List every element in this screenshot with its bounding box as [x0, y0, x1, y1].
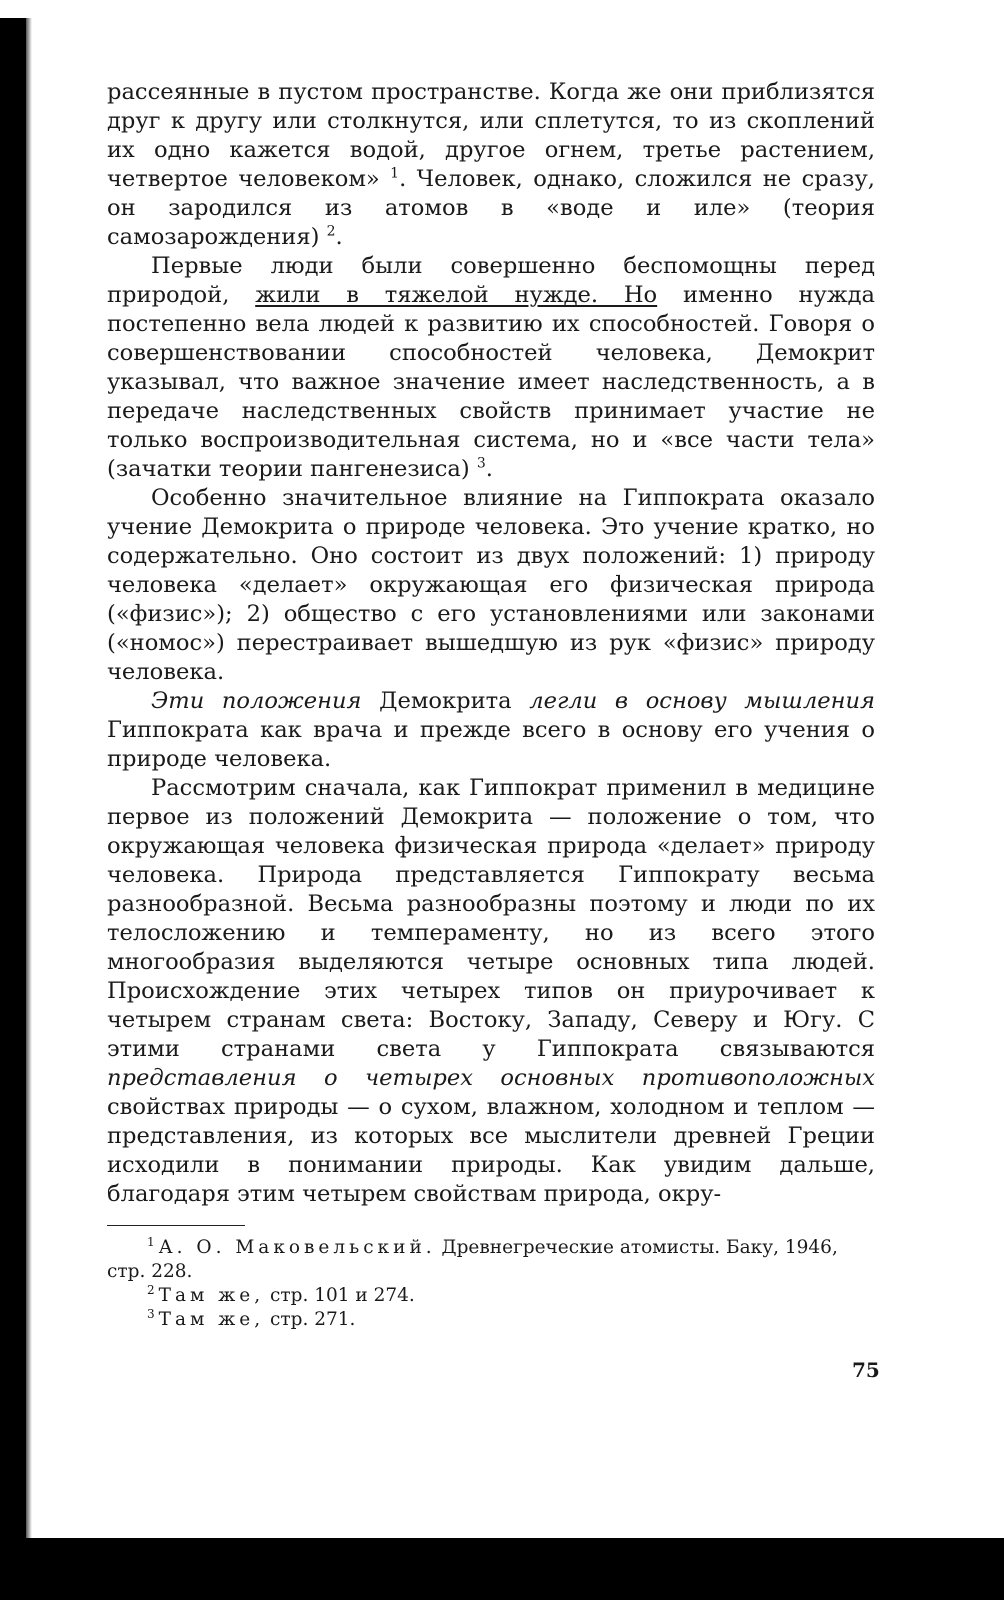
paragraph-1-end: . — [335, 224, 343, 250]
paragraph-2-text-b: именно нужда постепенно вела людей к развитию их способностей. Говоря о совершенствовании способностей человека, Демокрит указывал, что важное значение имеет наследственность, а в передаче наследственных свойств принимает участие не только воспроизводительная система, но и «все части тела» (зачатки теории пангенезиса) — [107, 282, 875, 482]
footnote-1-mark: 1 — [147, 1234, 155, 1249]
paragraph-5-text-b: свойствах природы — о сухом, влажном, холодном и теплом — представления, из которых все мыслители древней Греции исходили в понимании природы. Как увидим дальше, благодаря этим четырем свойствам природа, окру- — [107, 1094, 875, 1207]
paragraph-4 — [107, 687, 875, 774]
page-number: 75 — [852, 1358, 880, 1382]
footnote-2 — [107, 1284, 875, 1308]
book-page — [107, 78, 875, 1332]
paragraph-1-text-b: . Человек, однако, сложился не сразу, он зародился из атомов в «воде и иле» (теория самозарождения) — [107, 166, 875, 250]
paragraph-4-text: Демокрита — [361, 688, 530, 714]
paragraph-4-text-b: Гиппократа как врача и прежде всего в основу его учения о природе человека. — [107, 717, 875, 772]
paragraph-2 — [107, 252, 875, 484]
footnote-divider — [107, 1225, 245, 1226]
footnote-2-mark: 2 — [147, 1282, 155, 1297]
footnote-3-text: стр. 271. — [264, 1309, 356, 1330]
scan-left-shadow — [26, 18, 32, 1538]
paragraph-2-end: . — [485, 456, 493, 482]
paragraph-1-text: рассеянные в пустом пространстве. Когда же они приблизятся друг к другу или столкнутся, или сплетутся, то из скоплений их одно кажется водой, другое огнем, третье растением, четвертое человеком» — [107, 79, 875, 192]
paragraph-1 — [107, 78, 875, 252]
footnote-3-mark: 3 — [147, 1306, 155, 1321]
footnote-1-text: Древнегреческие атомисты. Баку, 1946, стр. 228. — [107, 1237, 838, 1282]
paragraph-5-text: Рассмотрим сначала, как Гиппократ применил в медицине первое из положений Демокрита — положение о том, что окружающая человека физическая природа «делает» природу человека. Природа представляется Гиппократу весьма разнообразной. Весьма разнообразны поэтому и люди по их телосложению и темпераменту, но из всего этого многообразия выделяются четыре основных типа людей. Происхождение этих четырех типов он приурочивает к четырем странам света: Востоку, Западу, Северу и Югу. С этими странами света у Гиппократа связываются — [107, 775, 875, 1062]
paragraph-5-italic: представления о четырех основных противоположных — [107, 1065, 875, 1091]
footnote-3 — [107, 1308, 875, 1332]
footnote-3-author: Там же, — [158, 1309, 265, 1330]
footnote-1 — [107, 1236, 875, 1284]
scan-bottom-edge — [0, 1538, 1004, 1600]
paragraph-4-italic: Эти положения — [151, 688, 362, 714]
handwritten-underline: жили в тяжелой нужде. Но — [255, 282, 658, 308]
footnote-ref-2: 2 — [326, 223, 336, 240]
footnote-ref-3: 3 — [476, 455, 486, 472]
footnote-2-text: стр. 101 и 274. — [264, 1285, 415, 1306]
paragraph-4-italic-2: легли в основу мышления — [529, 688, 875, 714]
footnote-ref-1: 1 — [390, 165, 400, 182]
body-text — [107, 78, 875, 1209]
footnote-1-author: А. О. Маковельский. — [158, 1237, 436, 1258]
footnotes — [107, 1236, 875, 1332]
scan-left-edge — [0, 18, 26, 1538]
footnote-2-author: Там же, — [158, 1285, 265, 1306]
paragraph-3: Особенно значительное влияние на Гиппократа оказало учение Демокрита о природе человека. Это учение кратко, но содержательно. Оно состоит из двух положений: 1) природу человека «делает» окружающая его физическая природа («физис»); 2) общество с его установлениями или законами («номос») перестраивает вышедшую из рук «физис» природу человека. — [107, 485, 875, 685]
paragraph-2-text: Первые люди были совершенно беспомощны перед природой, — [107, 253, 875, 308]
paragraph-5 — [107, 774, 875, 1209]
